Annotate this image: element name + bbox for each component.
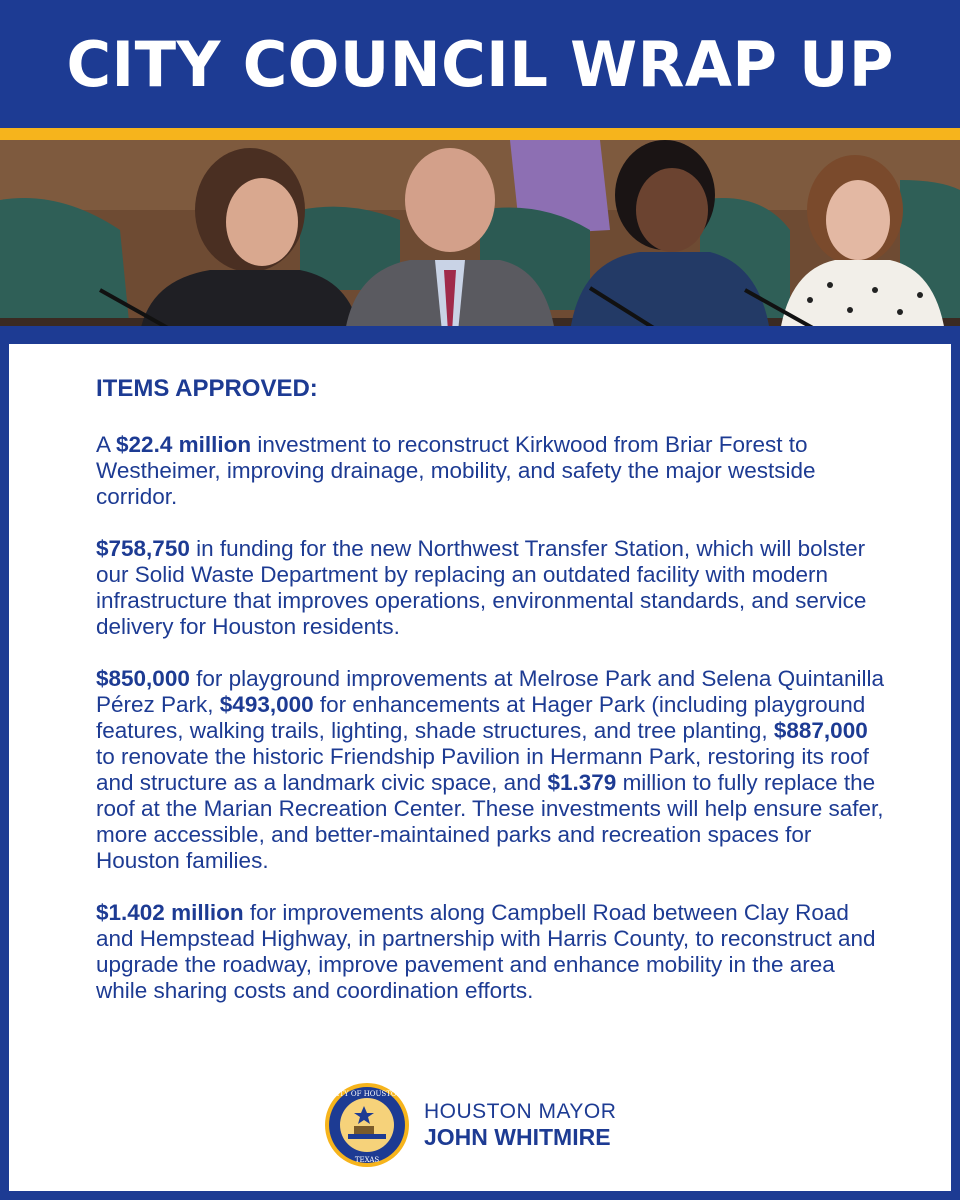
item-northwest-transfer-station: $758,750 in funding for the new Northwest Transfer Station, which will bolster our Solid Waste Department by replacing an outdated facility with modern infrastructure that improves operations, environmental standards, and service delivery for Houston residents. — [96, 536, 867, 639]
page-title: CITY COUNCIL WRAP UP — [66, 27, 894, 101]
mayor-name: JOHN WHITMIRE — [424, 1124, 611, 1150]
city-of-houston-seal-icon — [324, 1082, 410, 1168]
council-members-photo — [0, 140, 960, 332]
seal-bottom-text: TEXAS — [354, 1156, 380, 1164]
gold-divider-stripe — [0, 128, 960, 140]
seal-top-text: CITY OF HOUSTON — [331, 1090, 403, 1098]
mayor-branding — [324, 1082, 664, 1168]
mayor-title: HOUSTON MAYOR — [424, 1100, 617, 1123]
content-panel — [9, 344, 951, 1191]
approved-items-content — [96, 376, 886, 1030]
item-parks-improvements: $850,000 for playground improvements at Melrose Park and Selena Quintanilla Pérez Park, $493,000 for enhancements at Hager Park (including playground features, walking trails, lighting, shade structures, and tree planting, $887,000 to renovate the historic Friendship Pavilion in Hermann Park, restoring its roof and structure as a landmark civic space, and $1.379 million to fully replace the roof at the Marian Recreation Center. These investments will help ensure safer, more accessible, and better-maintained parks and recreation spaces for Houston families. — [96, 666, 884, 873]
items-approved-heading: ITEMS APPROVED: — [96, 375, 318, 402]
item-campbell-road: $1.402 million for improvements along Campbell Road between Clay Road and Hempstead Highway, in partnership with Harris County, to reconstruct and upgrade the roadway, improve pavement and enhance mobility in the area while sharing costs and coordination efforts. — [96, 900, 876, 1003]
item-kirkwood: A $22.4 million investment to reconstruct Kirkwood from Briar Forest to Westheimer, improving drainage, mobility, and safety the major westside corridor. — [96, 432, 816, 509]
mayor-name-block — [424, 1100, 616, 1150]
header-banner — [0, 0, 960, 128]
